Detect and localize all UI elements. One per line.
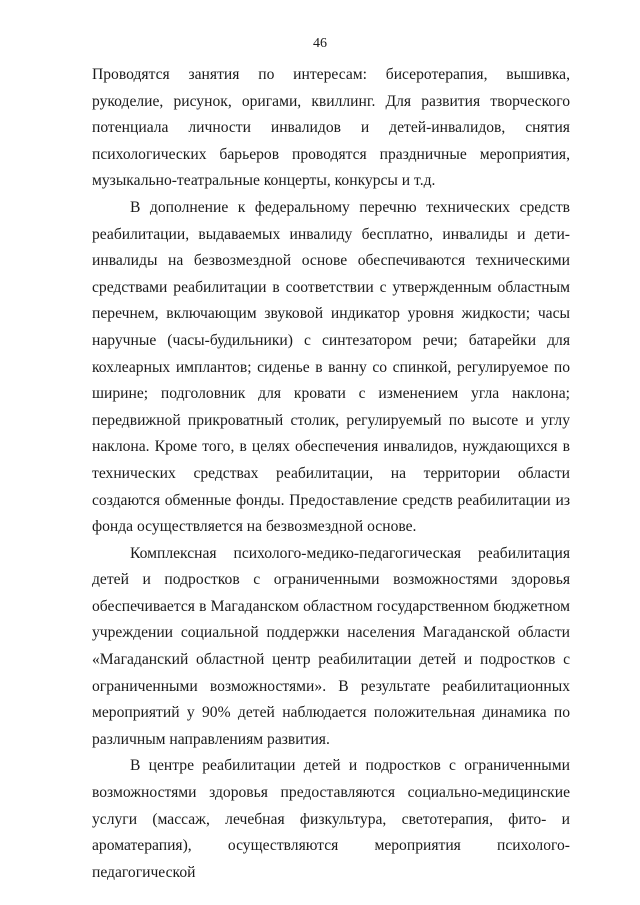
paragraph-complex-rehabilitation: Комплексная психолого-медико-педагогическая реабилитация детей и подростков с ограниченными возможностями здоровья обеспечивается в Магаданском областном государственном бюджетном учреждении социальной поддержки населения Магаданской области «Магаданский областной центр реабилитации детей и подростков с ограниченными возможностями». В результате реабилитационных мероприятий у 90% детей наблюдается положительная динамика по различным направлениям развития. xyxy=(92,544,570,748)
body-text xyxy=(92,62,570,886)
paragraph-rehabilitation-center-services: В центре реабилитации детей и подростков с ограниченными возможностями здоровья предоставляются социально-медицинские услуги (массаж, лечебная физкультура, светотерапия, фито- и ароматерапия), осуществляются мероприятия психолого-педагогической xyxy=(92,757,570,881)
page-number: 46 xyxy=(313,36,327,51)
paragraph-rehabilitation-equipment: В дополнение к федеральному перечню технических средств реабилитации, выдаваемых инвалиду бесплатно, инвалиды и дети-инвалиды на безвозмездной основе обеспечиваются техническими средствами реабилитации в соответствии с утвержденным областным перечнем, включающим звуковой индикатор уровня жидкости; часы наручные (часы-будильники) с синтезатором речи; батарейки для кохлеарных имплантов; сиденье в ванну со спинкой, регулируемое по ширине; подголовник для кровати с изменением угла наклона; передвижной прикроватный столик, регулируемый по высоте и углу наклона. Кроме того, в целях обеспечения инвалидов, нуждающихся в технических средствах реабилитации, на территории области создаются обменные фонды. Предоставление средств реабилитации из фонда осуществляется на безвозмездной основе. xyxy=(92,198,570,536)
paragraph-hobby-classes: Проводятся занятия по интересам: бисеротерапия, вышивка, рукоделие, рисунок, оригами, квиллинг. Для развития творческого потенциала личности инвалидов и детей-инвалидов, снятия психологических барьеров проводятся праздничные мероприятия, музыкально-театральные концерты, конкурсы и т.д. xyxy=(92,66,570,190)
